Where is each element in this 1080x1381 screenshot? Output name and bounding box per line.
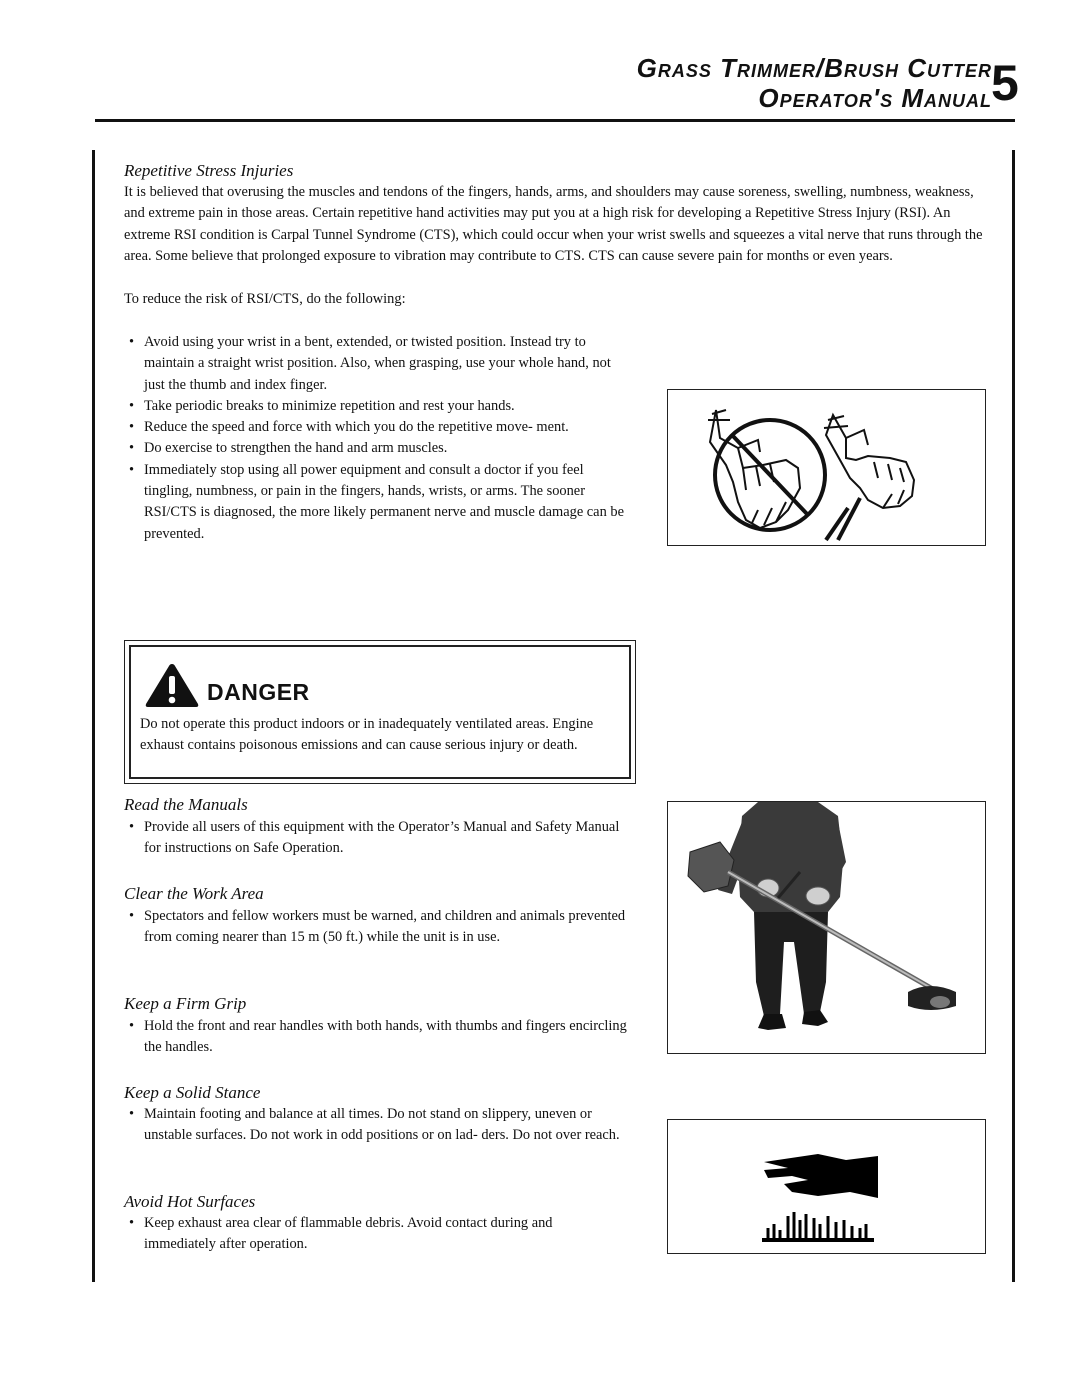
page-number: 5: [991, 55, 1019, 111]
danger-title: DANGER: [207, 679, 310, 705]
work-area-bullet-list: [127, 906, 627, 949]
rsi-intro: To reduce the risk of RSI/CTS, do the following:: [124, 291, 406, 307]
rsi-bullet-list: [127, 332, 635, 545]
list-item: • Maintain footing and balance at all times. Do not stand on slippery, uneven or unstable surfaces. Do not work in odd positions or on lad- ders. Do not over reach.: [127, 1104, 637, 1147]
rsi-paragraph: It is believed that overusing the muscles and tendons of the fingers, hands, arms, and shoulders may cause soreness, swelling, numbness, weakness, and extreme pain in those areas. Certain repetitive hand activities may put you at a high risk for developing a Repetitive Stress Injury (RSI). An extreme RSI condition is Carpal Tunnel Syndrome (CTS), which could occur when your wrist swells and squeezes a vital nerve that runs through the area. Some believe that prolonged exposure to vibration may contribute to CTS. CTS can cause severe pain for months or even years.: [124, 184, 983, 264]
list-item: • Provide all users of this equipment with the Operator’s Manual and Safety Manual for instructions on Safe Operation.: [127, 817, 635, 860]
danger-notice: [124, 640, 636, 784]
list-item: • Spectators and fellow workers must be warned, and children and animals prevented from coming nearer than 15 m (50 ft.) while the unit is in use.: [127, 906, 627, 949]
rsi-heading: Repetitive Stress Injuries: [124, 161, 294, 180]
stance-heading: Keep a Solid Stance: [124, 1083, 261, 1102]
hot-surface-figure: [667, 1119, 986, 1254]
right-margin-bar: [1012, 150, 1015, 1282]
work-area-heading: Clear the Work Area: [124, 884, 264, 903]
hot-heading: Avoid Hot Surfaces: [124, 1192, 256, 1211]
list-item: • Reduce the speed and force with which you do the repetitive move- ment.: [127, 417, 635, 438]
list-item: • Keep exhaust area clear of flammable debris. Avoid contact during and immediately after operation.: [127, 1213, 627, 1256]
list-item: • Take periodic breaks to minimize repetition and rest your hands.: [127, 396, 635, 417]
list-item: • Immediately stop using all power equipment and consult a doctor if you feel tingling, numbness, or pain in the fingers, hands, wrists, or arms. The sooner RSI/CTS is diagnosed, the more likely permanent nerve and muscle damage can be prevented.: [127, 460, 635, 545]
list-item: • Avoid using your wrist in a bent, extended, or twisted position. Instead try to maintain a straight wrist position. Also, when grasping, use your whole hand, not just the thumb and index finger.: [127, 332, 635, 396]
hot-surface-icon: [668, 1120, 985, 1253]
stance-bullet-list: [127, 1104, 637, 1147]
header-rule: [95, 119, 1015, 122]
warning-triangle-icon: [143, 661, 201, 709]
manual-title-line2: Operator's Manual: [758, 83, 992, 113]
list-item: • Do exercise to strengthen the hand and arm muscles.: [127, 438, 635, 459]
hot-bullet-list: [127, 1213, 627, 1256]
manuals-heading: Read the Manuals: [124, 795, 248, 814]
left-margin-bar: [92, 150, 95, 1282]
list-item: • Hold the front and rear handles with both hands, with thumbs and fingers encircling the handles.: [127, 1016, 627, 1059]
danger-text: Do not operate this product indoors or in inadequately ventilated areas. Engine exhaust contains poisonous emissions and can cause serious injury or death.: [140, 716, 594, 754]
grip-bullet-list: [127, 1016, 627, 1059]
danger-frame: [129, 645, 631, 779]
operator-stance-figure: [667, 801, 986, 1054]
manual-title-line1: Grass Trimmer/Brush Cutter: [636, 53, 992, 83]
manuals-bullet-list: [127, 817, 635, 860]
running-header: [637, 54, 992, 112]
wrist-illustration: [668, 390, 985, 545]
operator-illustration: [668, 802, 985, 1053]
grip-heading: Keep a Firm Grip: [124, 994, 247, 1013]
wrist-position-figure: [667, 389, 986, 546]
